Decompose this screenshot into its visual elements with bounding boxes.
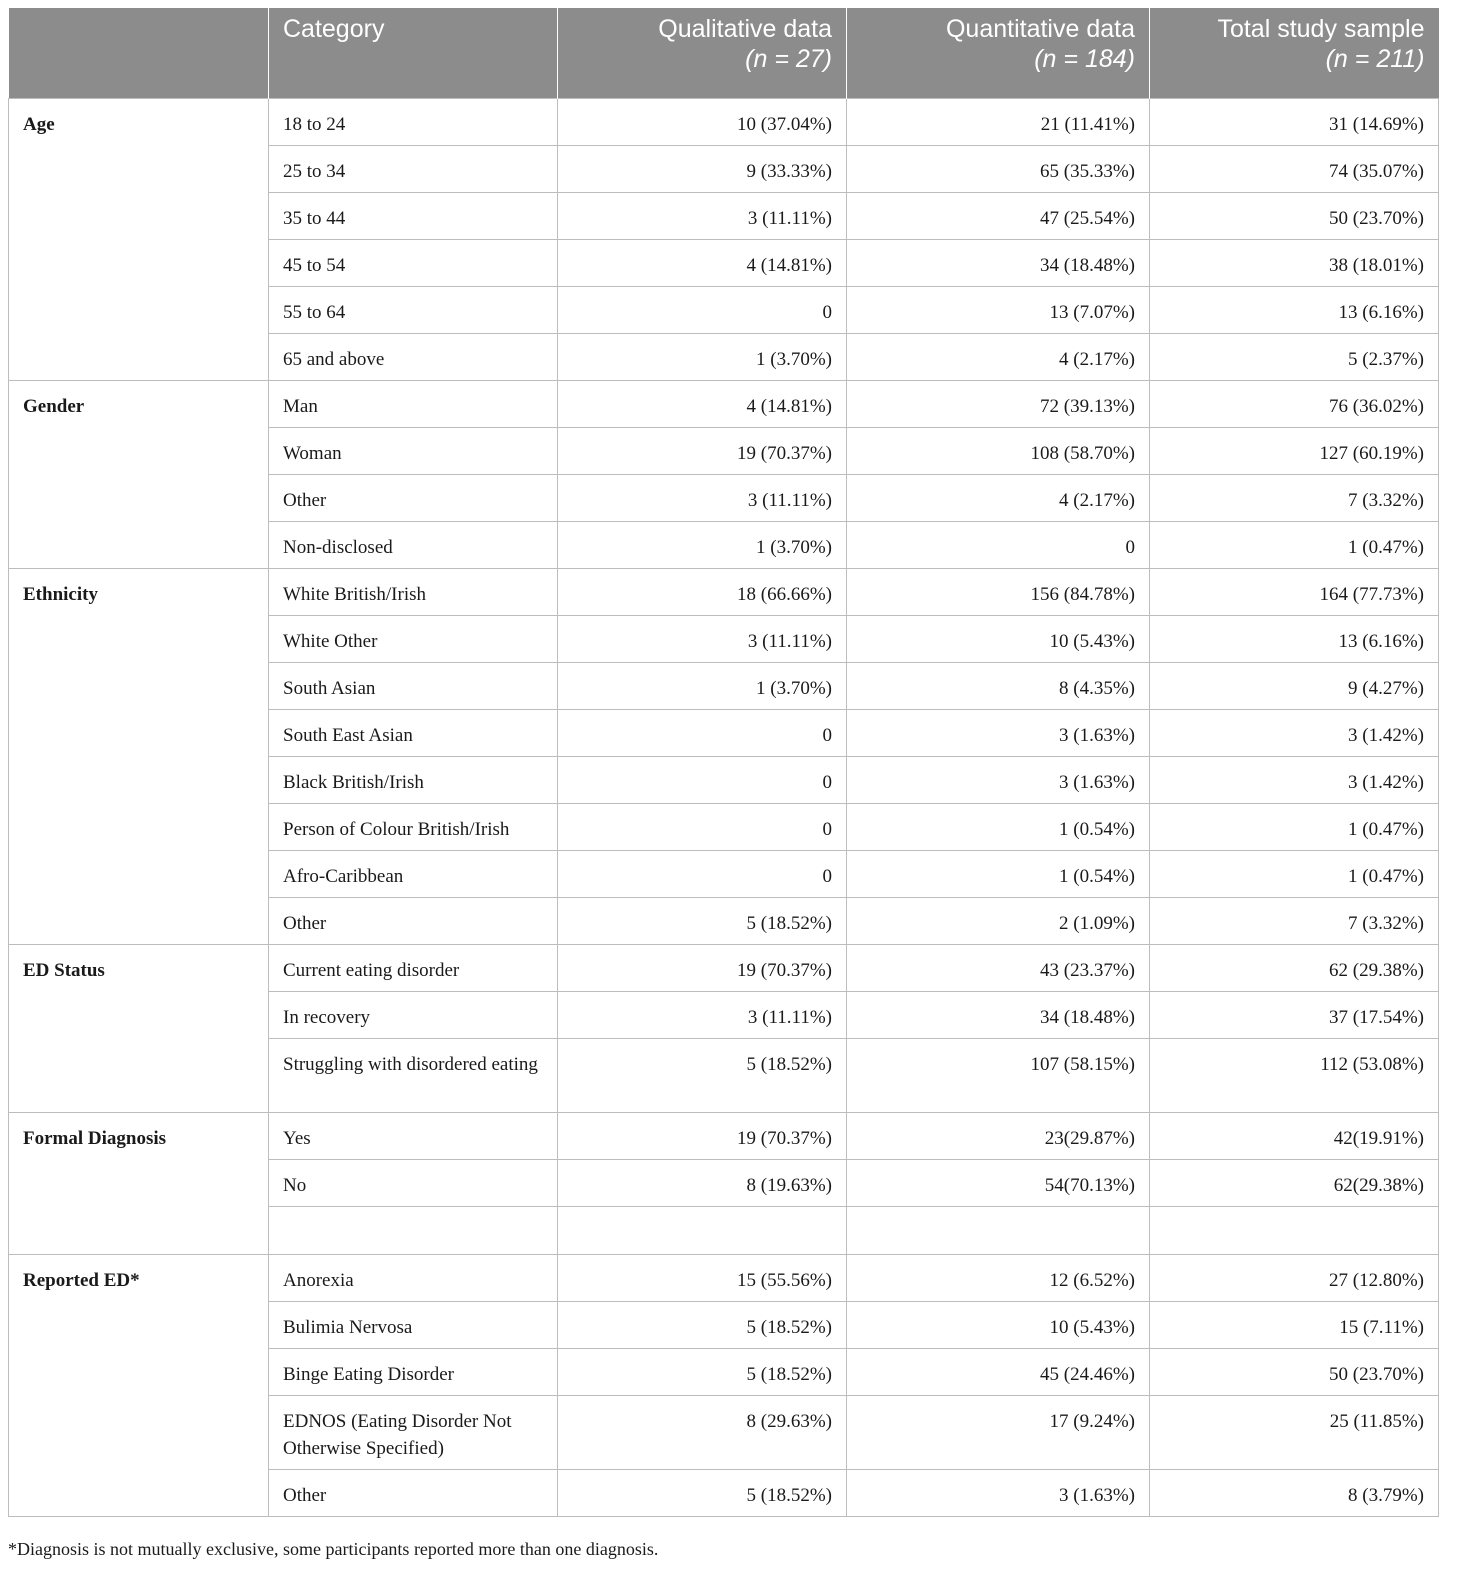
qualitative-cell: 4 (14.81%) <box>558 240 847 287</box>
qualitative-cell: 3 (11.11%) <box>558 475 847 522</box>
header-total-label: Total study sample <box>1217 15 1425 43</box>
table-row <box>9 1396 1439 1470</box>
category-cell: Woman <box>269 428 558 475</box>
total-cell: 76 (36.02%) <box>1150 381 1439 428</box>
total-cell: 1 (0.47%) <box>1150 522 1439 569</box>
category-cell: Other <box>269 898 558 945</box>
table-row <box>9 1160 1439 1207</box>
qualitative-cell: 1 (3.70%) <box>558 334 847 381</box>
category-cell: In recovery <box>269 992 558 1039</box>
group-cell <box>9 240 269 287</box>
group-cell <box>9 804 269 851</box>
quantitative-cell: 107 (58.15%) <box>847 1039 1150 1113</box>
quantitative-cell: 3 (1.63%) <box>847 1470 1150 1517</box>
category-cell: No <box>269 1160 558 1207</box>
header-quantitative-n: (n = 184) <box>1034 45 1135 73</box>
table-row <box>9 522 1439 569</box>
quantitative-cell: 108 (58.70%) <box>847 428 1150 475</box>
category-cell: Yes <box>269 1113 558 1160</box>
quantitative-cell: 17 (9.24%) <box>847 1396 1150 1470</box>
quantitative-cell <box>847 1207 1150 1255</box>
category-cell: Afro-Caribbean <box>269 851 558 898</box>
category-cell: Man <box>269 381 558 428</box>
total-cell: 25 (11.85%) <box>1150 1396 1439 1470</box>
qualitative-cell: 10 (37.04%) <box>558 99 847 146</box>
qualitative-cell: 19 (70.37%) <box>558 428 847 475</box>
qualitative-cell: 0 <box>558 287 847 334</box>
group-cell <box>9 522 269 569</box>
total-cell: 7 (3.32%) <box>1150 475 1439 522</box>
qualitative-cell: 9 (33.33%) <box>558 146 847 193</box>
total-cell: 31 (14.69%) <box>1150 99 1439 146</box>
category-cell: 25 to 34 <box>269 146 558 193</box>
total-cell: 8 (3.79%) <box>1150 1470 1439 1517</box>
category-cell: Other <box>269 1470 558 1517</box>
quantitative-cell: 8 (4.35%) <box>847 663 1150 710</box>
quantitative-cell: 65 (35.33%) <box>847 146 1150 193</box>
quantitative-cell: 1 (0.54%) <box>847 851 1150 898</box>
table-row <box>9 616 1439 663</box>
category-cell: EDNOS (Eating Disorder Not Otherwise Specified) <box>269 1396 558 1470</box>
category-cell: 35 to 44 <box>269 193 558 240</box>
qualitative-cell: 3 (11.11%) <box>558 992 847 1039</box>
category-cell: White British/Irish <box>269 569 558 616</box>
table-row <box>9 663 1439 710</box>
table-row <box>9 146 1439 193</box>
quantitative-cell: 34 (18.48%) <box>847 992 1150 1039</box>
group-cell <box>9 1470 269 1517</box>
group-cell: Gender <box>9 381 269 428</box>
total-cell: 13 (6.16%) <box>1150 287 1439 334</box>
table-row <box>9 898 1439 945</box>
qualitative-cell: 18 (66.66%) <box>558 569 847 616</box>
table-row <box>9 1113 1439 1160</box>
total-cell: 37 (17.54%) <box>1150 992 1439 1039</box>
header-total <box>1150 8 1439 99</box>
qualitative-cell: 1 (3.70%) <box>558 663 847 710</box>
category-cell: Current eating disorder <box>269 945 558 992</box>
table-row <box>9 569 1439 616</box>
quantitative-cell: 10 (5.43%) <box>847 616 1150 663</box>
category-cell: Anorexia <box>269 1255 558 1302</box>
group-cell <box>9 193 269 240</box>
quantitative-cell: 4 (2.17%) <box>847 475 1150 522</box>
qualitative-cell: 5 (18.52%) <box>558 1470 847 1517</box>
total-cell: 1 (0.47%) <box>1150 851 1439 898</box>
category-cell: Non-disclosed <box>269 522 558 569</box>
header-group <box>9 8 269 99</box>
group-cell <box>9 475 269 522</box>
table-row <box>9 992 1439 1039</box>
table-row <box>9 1207 1439 1255</box>
qualitative-cell: 8 (29.63%) <box>558 1396 847 1470</box>
table-row <box>9 945 1439 992</box>
group-cell <box>9 710 269 757</box>
group-cell <box>9 287 269 334</box>
header-qualitative <box>558 8 847 99</box>
qualitative-cell: 15 (55.56%) <box>558 1255 847 1302</box>
total-cell: 50 (23.70%) <box>1150 1349 1439 1396</box>
qualitative-cell: 0 <box>558 710 847 757</box>
group-cell <box>9 616 269 663</box>
group-cell <box>9 1039 269 1113</box>
group-cell <box>9 1302 269 1349</box>
table-row <box>9 99 1439 146</box>
group-cell <box>9 1160 269 1207</box>
group-cell <box>9 1396 269 1470</box>
total-cell: 3 (1.42%) <box>1150 710 1439 757</box>
qualitative-cell: 5 (18.52%) <box>558 1349 847 1396</box>
table-body <box>9 99 1439 1517</box>
quantitative-cell: 23(29.87%) <box>847 1113 1150 1160</box>
quantitative-cell: 4 (2.17%) <box>847 334 1150 381</box>
demographics-table <box>8 8 1439 1517</box>
table-row <box>9 381 1439 428</box>
total-cell: 50 (23.70%) <box>1150 193 1439 240</box>
header-category: Category <box>269 8 558 99</box>
qualitative-cell: 5 (18.52%) <box>558 1302 847 1349</box>
total-cell: 27 (12.80%) <box>1150 1255 1439 1302</box>
header-total-n: (n = 211) <box>1325 45 1425 73</box>
category-cell: 45 to 54 <box>269 240 558 287</box>
qualitative-cell: 5 (18.52%) <box>558 1039 847 1113</box>
group-cell <box>9 851 269 898</box>
qualitative-cell: 3 (11.11%) <box>558 616 847 663</box>
total-cell: 1 (0.47%) <box>1150 804 1439 851</box>
header-qualitative-n: (n = 27) <box>745 45 832 73</box>
quantitative-cell: 156 (84.78%) <box>847 569 1150 616</box>
qualitative-cell: 0 <box>558 757 847 804</box>
quantitative-cell: 0 <box>847 522 1150 569</box>
category-cell: South Asian <box>269 663 558 710</box>
quantitative-cell: 47 (25.54%) <box>847 193 1150 240</box>
table-row <box>9 240 1439 287</box>
table-row <box>9 757 1439 804</box>
total-cell: 74 (35.07%) <box>1150 146 1439 193</box>
quantitative-cell: 3 (1.63%) <box>847 757 1150 804</box>
total-cell: 5 (2.37%) <box>1150 334 1439 381</box>
qualitative-cell: 0 <box>558 804 847 851</box>
total-cell: 62 (29.38%) <box>1150 945 1439 992</box>
qualitative-cell: 0 <box>558 851 847 898</box>
total-cell: 62(29.38%) <box>1150 1160 1439 1207</box>
total-cell: 38 (18.01%) <box>1150 240 1439 287</box>
table-row <box>9 1255 1439 1302</box>
group-cell: Reported ED* <box>9 1255 269 1302</box>
table-row <box>9 1302 1439 1349</box>
category-cell: Struggling with disordered eating <box>269 1039 558 1113</box>
table-row <box>9 1470 1439 1517</box>
quantitative-cell: 54(70.13%) <box>847 1160 1150 1207</box>
table-row <box>9 193 1439 240</box>
table-row <box>9 1349 1439 1396</box>
quantitative-cell: 1 (0.54%) <box>847 804 1150 851</box>
table-row <box>9 1039 1439 1113</box>
table-row <box>9 428 1439 475</box>
total-cell <box>1150 1207 1439 1255</box>
category-cell: Binge Eating Disorder <box>269 1349 558 1396</box>
qualitative-cell: 5 (18.52%) <box>558 898 847 945</box>
qualitative-cell: 8 (19.63%) <box>558 1160 847 1207</box>
table-row <box>9 334 1439 381</box>
total-cell: 164 (77.73%) <box>1150 569 1439 616</box>
category-cell: Person of Colour British/Irish <box>269 804 558 851</box>
group-cell <box>9 146 269 193</box>
category-cell <box>269 1207 558 1255</box>
category-cell: South East Asian <box>269 710 558 757</box>
group-cell <box>9 663 269 710</box>
category-cell: Black British/Irish <box>269 757 558 804</box>
category-cell: 65 and above <box>269 334 558 381</box>
quantitative-cell: 3 (1.63%) <box>847 710 1150 757</box>
quantitative-cell: 21 (11.41%) <box>847 99 1150 146</box>
table-row <box>9 287 1439 334</box>
quantitative-cell: 2 (1.09%) <box>847 898 1150 945</box>
qualitative-cell: 3 (11.11%) <box>558 193 847 240</box>
group-cell <box>9 334 269 381</box>
qualitative-cell <box>558 1207 847 1255</box>
header-quantitative-label: Quantitative data <box>945 15 1135 43</box>
quantitative-cell: 72 (39.13%) <box>847 381 1150 428</box>
header-quantitative <box>847 8 1150 99</box>
group-cell <box>9 898 269 945</box>
quantitative-cell: 10 (5.43%) <box>847 1302 1150 1349</box>
table-header-row <box>9 8 1439 99</box>
total-cell: 3 (1.42%) <box>1150 757 1439 804</box>
table-footnote: *Diagnosis is not mutually exclusive, some participants reported more than one diagnosis. <box>8 1539 659 1559</box>
qualitative-cell: 19 (70.37%) <box>558 945 847 992</box>
total-cell: 15 (7.11%) <box>1150 1302 1439 1349</box>
table-row <box>9 851 1439 898</box>
qualitative-cell: 19 (70.37%) <box>558 1113 847 1160</box>
demographics-table-container <box>8 8 1438 1517</box>
table-row <box>9 804 1439 851</box>
category-cell: Other <box>269 475 558 522</box>
qualitative-cell: 1 (3.70%) <box>558 522 847 569</box>
group-cell: Formal Diagnosis <box>9 1113 269 1160</box>
group-cell <box>9 992 269 1039</box>
quantitative-cell: 45 (24.46%) <box>847 1349 1150 1396</box>
group-cell: ED Status <box>9 945 269 992</box>
category-cell: White Other <box>269 616 558 663</box>
total-cell: 9 (4.27%) <box>1150 663 1439 710</box>
total-cell: 42(19.91%) <box>1150 1113 1439 1160</box>
total-cell: 127 (60.19%) <box>1150 428 1439 475</box>
table-row <box>9 475 1439 522</box>
group-cell: Ethnicity <box>9 569 269 616</box>
group-cell <box>9 757 269 804</box>
group-cell: Age <box>9 99 269 146</box>
total-cell: 7 (3.32%) <box>1150 898 1439 945</box>
total-cell: 112 (53.08%) <box>1150 1039 1439 1113</box>
category-cell: Bulimia Nervosa <box>269 1302 558 1349</box>
header-qualitative-label: Qualitative data <box>658 15 832 43</box>
group-cell <box>9 1349 269 1396</box>
quantitative-cell: 13 (7.07%) <box>847 287 1150 334</box>
quantitative-cell: 34 (18.48%) <box>847 240 1150 287</box>
quantitative-cell: 43 (23.37%) <box>847 945 1150 992</box>
table-row <box>9 710 1439 757</box>
category-cell: 18 to 24 <box>269 99 558 146</box>
quantitative-cell: 12 (6.52%) <box>847 1255 1150 1302</box>
qualitative-cell: 4 (14.81%) <box>558 381 847 428</box>
group-cell <box>9 428 269 475</box>
total-cell: 13 (6.16%) <box>1150 616 1439 663</box>
category-cell: 55 to 64 <box>269 287 558 334</box>
group-cell <box>9 1207 269 1255</box>
